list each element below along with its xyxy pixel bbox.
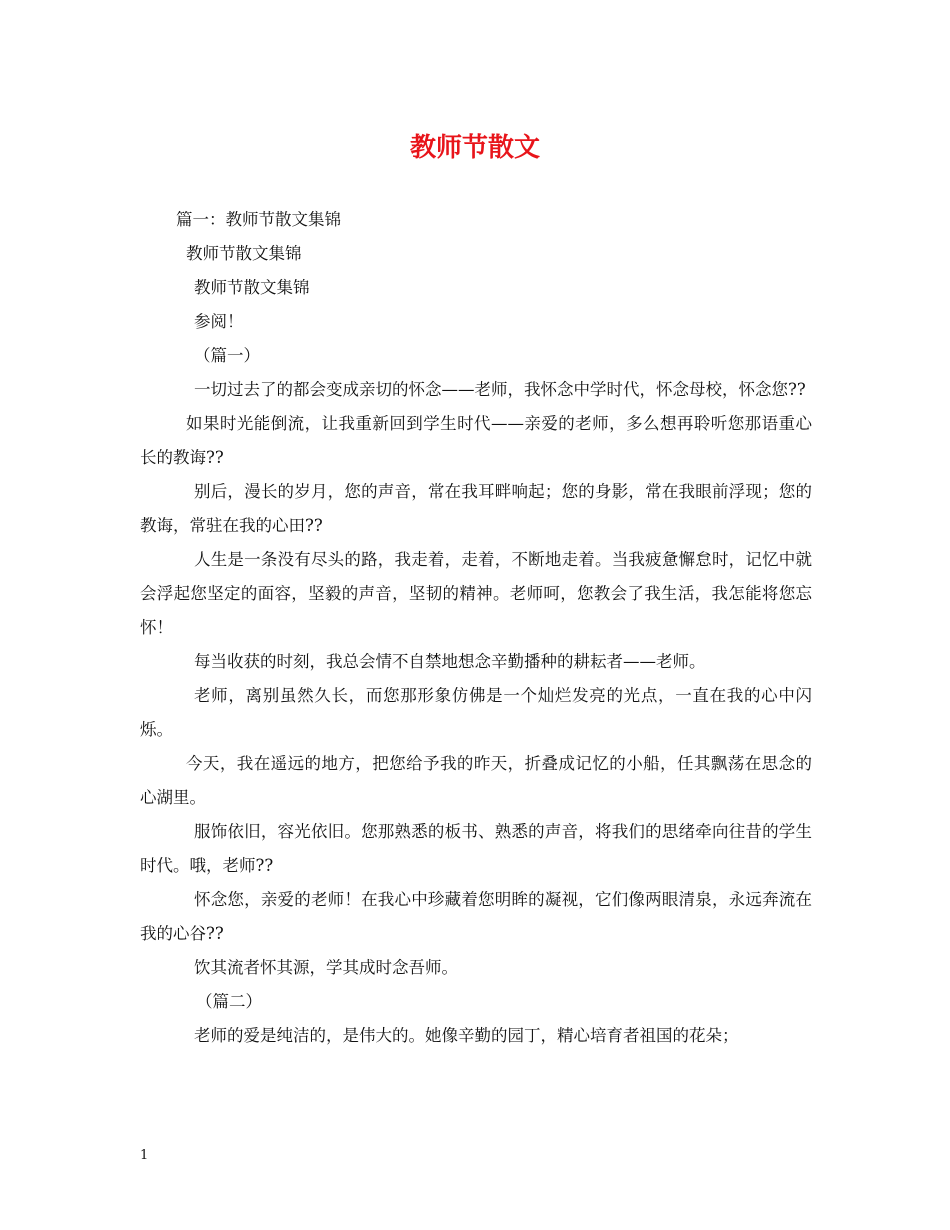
paragraph: 今天，我在遥远的地方，把您给予我的昨天，折叠成记忆的小船，任其飘荡在思念的心湖里。 xyxy=(140,754,812,807)
paragraph: 怀念您，亲爱的老师！在我心中珍藏着您明眸的凝视，它们像两眼清泉，永远奔流在我的心谷?? xyxy=(140,890,812,943)
paragraph-part-one-label: （篇一） xyxy=(194,346,260,365)
paragraph: 服饰依旧，容光依旧。您那熟悉的板书、熟悉的声音，将我们的思绪牵向往昔的学生时代。哦，老师?? xyxy=(140,822,812,875)
paragraph: 老师的爱是纯洁的，是伟大的。她像辛勤的园丁，精心培育者祖国的花朵； xyxy=(194,1026,739,1045)
paragraph: 如果时光能倒流，让我重新回到学生时代——亲爱的老师，多么想再聆听您那语重心长的教诲?? xyxy=(140,414,812,467)
paragraph: 人生是一条没有尽头的路，我走着，走着，不断地走着。当我疲惫懈怠时，记忆中就会浮起您坚定的面容，坚毅的声音，坚韧的精神。老师呵，您教会了我生活，我怎能将您忘怀！ xyxy=(140,550,812,637)
paragraph: 饮其流者怀其源，学其成时念吾师。 xyxy=(194,958,458,977)
paragraph-subtitle-repeat: 教师节散文集锦 xyxy=(194,278,310,297)
paragraph-subtitle: 教师节散文集锦 xyxy=(186,244,302,263)
paragraph: 每当收获的时刻，我总会情不自禁地想念辛勤播种的耕耘者——老师。 xyxy=(194,652,706,671)
paragraph: 一切过去了的都会变成亲切的怀念——老师，我怀念中学时代，怀念母校，怀念您?? xyxy=(194,380,806,399)
paragraph: 老师，离别虽然久长，而您那形象仿佛是一个灿烂发亮的光点，一直在我的心中闪烁。 xyxy=(140,686,812,739)
paragraph: 别后，漫长的岁月，您的声音，常在我耳畔响起；您的身影，常在我眼前浮现；您的教诲，常驻在我的心田?? xyxy=(140,482,812,535)
document-body xyxy=(140,203,812,1053)
page-number: 1 xyxy=(140,1148,149,1163)
paragraph-section-heading: 篇一：教师节散文集锦 xyxy=(176,210,341,229)
page-title: 教师节散文 xyxy=(409,133,540,163)
paragraph-reference-note: 参阅！ xyxy=(194,312,244,331)
paragraph-part-two-label: （篇二） xyxy=(196,992,262,1011)
